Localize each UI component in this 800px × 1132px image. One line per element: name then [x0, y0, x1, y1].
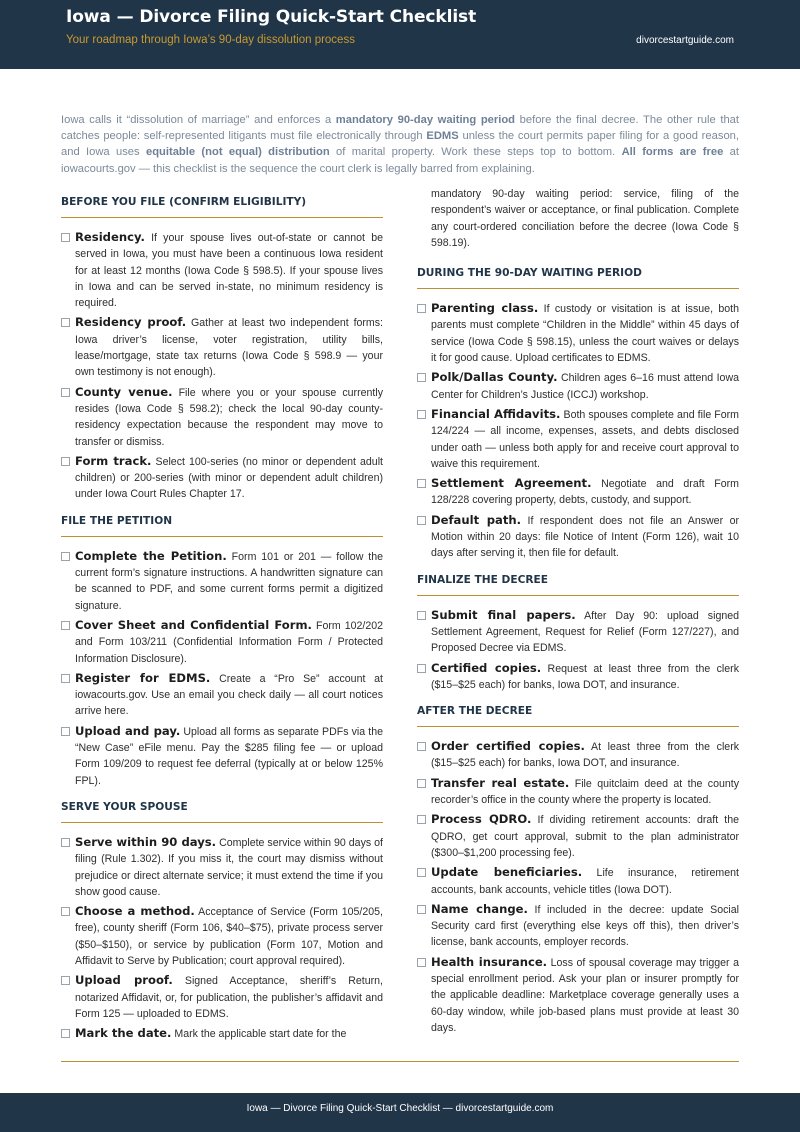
page-footer — [0, 1093, 800, 1132]
right-column — [417, 188, 740, 1044]
section-waiting-period — [417, 263, 739, 561]
item-label: Polk/Dallas County. — [431, 370, 558, 385]
item-label: Form track. — [75, 453, 152, 468]
checklist-item — [61, 314, 383, 380]
checklist-item — [61, 723, 383, 789]
checklist-item — [61, 903, 383, 969]
section-file-petition — [61, 511, 383, 789]
checklist-item — [417, 406, 739, 472]
item-label: Settlement Agreement. — [431, 476, 592, 491]
page-subtitle: Your roadmap through Iowa’s 90-day dissolution process — [66, 34, 355, 46]
item-label: Residency proof. — [75, 315, 187, 330]
footer-text: Iowa — Divorce Filing Quick-Start Checklist — divorcestartguide.com — [246, 1103, 554, 1114]
item-text: Negotiate and draft Form 128/228 covering property, debts, custody, and support. — [431, 478, 739, 507]
intro-emphasis: mandatory 90-day waiting period — [335, 114, 516, 126]
checklist-item — [417, 660, 739, 694]
checkbox-icon[interactable] — [61, 388, 70, 397]
item-text: If custody or visitation is at issue, both parents must complete “Children in the Middle” within 45 days of service (Iowa Code § 598.15), unless the court waives or delays it for good cause. Upload certificates to EDMS. — [431, 303, 739, 365]
checkbox-icon[interactable] — [61, 727, 70, 736]
checkbox-icon[interactable] — [417, 664, 426, 673]
item-text: Signed Acceptance, sheriff’s Return, notarized Affidavit, or, for publication, the publisher’s affidavit and Form 125 — uploaded to EDMS. — [75, 975, 383, 1020]
intro-text: at iowacourts.gov — this checklist is the sequence the court clerk is legally barred from explaining. — [61, 146, 739, 175]
item-text: Complete service within 90 days of filing (Rule 1.302). If you miss it, the court may dismiss without prejudice or direct alternate service; it must extend the time if you show good cause. — [75, 836, 383, 898]
checkbox-icon[interactable] — [61, 976, 70, 985]
item-label: Name change. — [431, 901, 528, 916]
section-title: DURING THE 90-DAY WAITING PERIOD — [417, 263, 739, 289]
item-text: Life insurance, retirement accounts, bank accounts, vehicle titles (Iowa DOT). — [431, 867, 739, 896]
item-label: Upload and pay. — [75, 723, 181, 738]
section-serve-spouse — [61, 797, 383, 1043]
checkbox-icon[interactable] — [61, 233, 70, 242]
checklist-item — [61, 972, 383, 1022]
intro-emphasis: All forms are free — [621, 146, 724, 159]
checkbox-icon[interactable] — [417, 304, 426, 313]
item-text: Gather at least two independent forms: Iowa driver’s license, voter registration, utility bills, lease/mortgage, state tax returns (Iowa Code § 598.9 — your own testimony is not enough). — [75, 317, 383, 379]
item-text: Form 102/202 and Form 103/211 (Confidential Information Form / Protected Information Disclosure). — [75, 619, 383, 665]
intro-text: Iowa calls it “dissolution of marriage” and enforces a — [61, 114, 336, 126]
item-text: Loss of spousal coverage may trigger a special enrollment period. Ask your plan or insurer promptly for the applicable deadline: Marketplace coverage generally uses a 60-day window, while job-based plans must provide at least 30 days. — [431, 956, 739, 1034]
checkbox-icon[interactable] — [61, 457, 70, 466]
checkbox-icon[interactable] — [61, 621, 70, 630]
item-text: Both spouses complete and file Form 124/224 — all income, expenses, assets, and debts disclosed under oath — unless both apply for and receive court approval to waive this requirement. — [431, 408, 740, 470]
intro-text: unless the court permits paper filing for a good reason, and Iowa uses — [61, 130, 740, 159]
section-title: FILE THE PETITION — [61, 511, 383, 537]
intro-emphasis: equitable (not equal) distribution — [145, 146, 330, 159]
item-label: Financial Affidavits. — [431, 406, 561, 421]
checkbox-icon[interactable] — [61, 1029, 70, 1038]
checkbox-icon[interactable] — [417, 373, 426, 382]
checklist-item — [61, 384, 383, 450]
item-label: Process QDRO. — [431, 812, 532, 827]
checklist-item — [417, 864, 739, 898]
checklist-item — [61, 670, 383, 720]
section-title: AFTER THE DECREE — [417, 701, 739, 727]
section-title: SERVE YOUR SPOUSE — [61, 797, 383, 823]
checklist-item — [417, 901, 739, 951]
checklist-item — [417, 475, 739, 509]
item-text: Select 100-series (no minor or dependent adult children) or 200-series (with minor or dependent adult children) under Iowa Court Rules Chapter 17. — [75, 455, 383, 501]
checklist-item — [417, 775, 739, 809]
item-label: County venue. — [75, 384, 173, 399]
section-after-decree — [417, 701, 739, 1036]
item-label: Residency. — [75, 230, 145, 244]
bottom-divider — [61, 1061, 739, 1062]
item-label: Parenting class. — [431, 301, 539, 316]
section-before-you-file — [61, 192, 383, 503]
intro-text: before the final decree. The other rule that catches people: self-represented litigants must file electronically through — [61, 114, 740, 143]
item-label: Complete the Petition. — [75, 548, 227, 563]
checkbox-icon[interactable] — [61, 674, 70, 683]
item-label: Choose a method. — [75, 904, 195, 919]
item-text: After Day 90: upload signed Settlement Agreement, Request for Relief (Form 127/227), and Proposed Decree via EDMS. — [431, 609, 740, 655]
page-title: Iowa — Divorce Filing Quick-Start Checklist — [66, 7, 477, 27]
item-text: Create a “Pro Se” account at iowacourts.gov. Use an email you check daily — all court notices arrive here. — [75, 672, 383, 718]
checkbox-icon[interactable] — [61, 907, 70, 916]
item-label: Cover Sheet and Confidential Form. — [75, 617, 312, 632]
item-label: Serve within 90 days. — [75, 834, 217, 849]
checkbox-icon[interactable] — [417, 742, 426, 751]
item-label: Certified copies. — [431, 660, 542, 675]
page-header — [0, 0, 800, 69]
item-text: If included in the decree: update Social Security card first (everything else keys off this), then driver’s license, bank accounts, employer records. — [431, 903, 739, 949]
checkbox-icon[interactable] — [417, 958, 426, 967]
checkbox-icon[interactable] — [417, 479, 426, 488]
intro-paragraph — [61, 112, 739, 177]
checklist-item — [417, 512, 739, 562]
checkbox-icon[interactable] — [61, 552, 70, 561]
section-finalize-decree — [417, 570, 739, 693]
serve-continuation-text: mandatory 90-day waiting period: service, filing of the respondent’s waiver or acceptance, or final publication. Complete any court-ordered conciliation before the decree (Iowa Code § 598.19). — [431, 188, 739, 249]
section-title: FINALIZE THE DECREE — [417, 570, 739, 596]
intro-text: of marital property. Work these steps top to bottom. — [329, 146, 622, 159]
item-label: Register for EDMS. — [75, 670, 211, 685]
checklist-item — [417, 811, 739, 861]
item-text: Acceptance of Service (Form 105/205, free), county sheriff (Form 106, $40–$75), private process server ($50–$150), or service by publication (Form 107, Motion and Affidavit to Serve by Publication; court approval required). — [75, 906, 383, 967]
item-label: Update beneficiaries. — [431, 865, 583, 880]
left-column — [61, 192, 383, 1050]
checklist-item — [417, 607, 739, 657]
checkbox-icon[interactable] — [417, 905, 426, 914]
checkbox-icon[interactable] — [417, 611, 426, 620]
item-text: Form 101 or 201 — follow the current form’s signature instructions. A handwritten signature can be scanned to PDF, and some current forms permit a digitized signature. — [75, 550, 383, 612]
item-label: Health insurance. — [431, 954, 548, 969]
item-text: Children ages 6–16 must attend Iowa Center for Children’s Justice (ICCJ) workshop. — [431, 372, 739, 401]
checklist-item — [417, 300, 739, 366]
item-label: Order certified copies. — [431, 739, 585, 754]
item-text: If dividing retirement accounts: draft the QDRO, get court approval, submit to the plan administrator ($300–$1,200 processing fee). — [431, 814, 740, 859]
item-text: At least three from the clerk ($15–$25 each) for banks, Iowa DOT, and insurance. — [431, 741, 740, 770]
item-text: If your spouse lives out-of-state or cannot be served in Iowa, you must have been a continuous Iowa resident for at least 12 months (Iowa Code § 598.5). If your spouse lives in Iowa and can be served in-state, no minimum residency is required. — [75, 232, 383, 310]
item-text: Mark the applicable start date for the — [174, 1028, 347, 1041]
section-title: BEFORE YOU FILE (CONFIRM ELIGIBILITY) — [61, 192, 383, 218]
checklist-item — [61, 453, 383, 503]
item-text: If respondent does not file an Answer or Motion within 20 days: file Notice of Intent (Form 126), wait 10 days after serving it, then file for default. — [431, 514, 740, 560]
checklist-item — [61, 548, 383, 614]
site-name: divorcestartguide.com — [636, 35, 734, 46]
checklist-item — [417, 369, 739, 403]
checkbox-icon[interactable] — [417, 410, 426, 419]
checklist-item — [61, 229, 383, 311]
checklist-item — [417, 954, 739, 1036]
checklist-item — [417, 738, 739, 772]
checklist-item — [61, 1025, 383, 1042]
checklist-item — [61, 834, 383, 900]
item-text: File where you or your spouse currently resides (Iowa Code § 598.2); check the local 90-day county-residency expectation because the respondent may move to transfer or dismiss. — [75, 386, 383, 448]
item-label: Upload proof. — [75, 973, 173, 988]
item-label: Default path. — [431, 512, 522, 527]
item-label: Transfer real estate. — [431, 775, 570, 790]
checkbox-icon[interactable] — [417, 779, 426, 788]
item-text: File quitclaim deed at the county recorder’s office in the county where the property is located. — [431, 777, 739, 807]
intro-emphasis: EDMS — [426, 130, 459, 143]
checkbox-icon[interactable] — [417, 868, 426, 877]
item-label: Submit final papers. — [431, 607, 576, 622]
item-text: Upload all forms as separate PDFs via the “New Case” eFile menu. Pay the $285 filing fee — or upload Form 109/209 to request fee deferral (typically at or below 125% FPL). — [75, 725, 383, 787]
checkbox-icon[interactable] — [61, 838, 70, 847]
item-text: Request at least three from the clerk ($15–$25 each) for banks, Iowa DOT, and insurance. — [431, 662, 739, 691]
checklist-item — [61, 617, 383, 667]
checkbox-icon[interactable] — [417, 815, 426, 824]
checkbox-icon[interactable] — [61, 318, 70, 327]
checkbox-icon[interactable] — [417, 516, 426, 525]
item-label: Mark the date. — [75, 1026, 172, 1041]
